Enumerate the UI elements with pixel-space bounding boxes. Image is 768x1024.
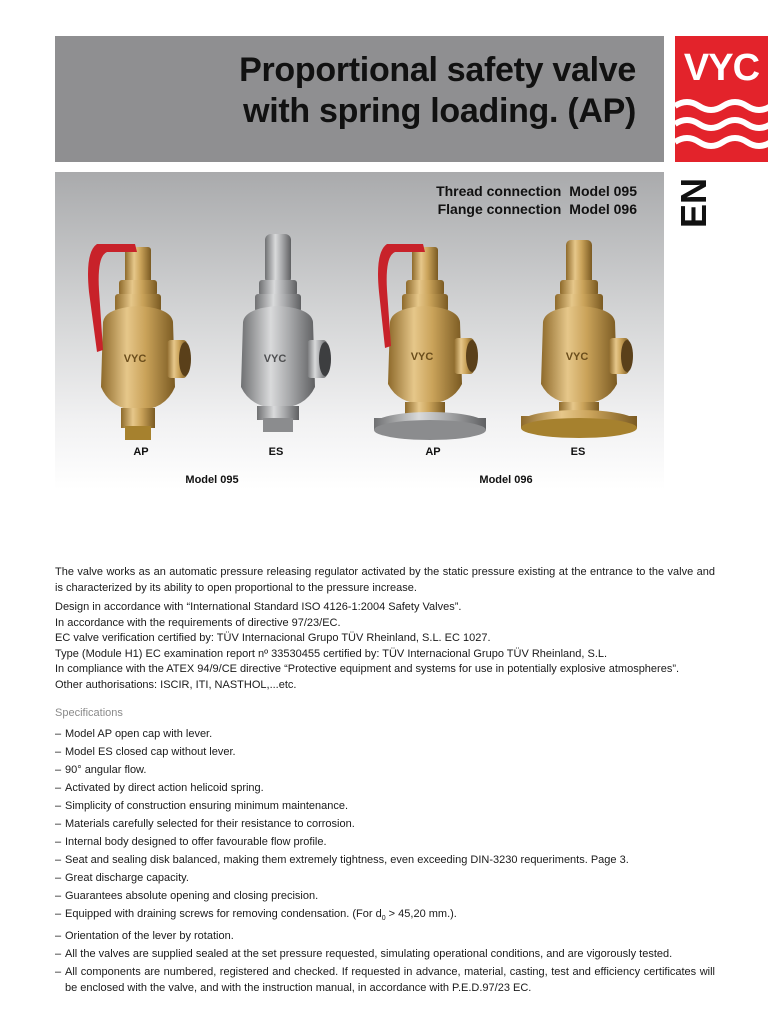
drain-text-end: > 45,20 mm.).	[385, 908, 457, 920]
intro-line: EC valve verification certified by: TÜV Internacional Grupo TÜV Rheinland, S.L. EC 1027.	[55, 632, 491, 644]
title-line-1: Proportional safety valve	[239, 51, 636, 89]
valve-3-marking: VYC	[410, 351, 434, 363]
valve-4-marking: VYC	[565, 351, 589, 363]
list-item: – Great discharge capacity.	[55, 871, 715, 887]
caption-es-096: ES	[570, 446, 586, 458]
connection-thread	[436, 182, 637, 200]
intro-line: In compliance with the ATEX 94/9/CE directive “Protective equipment and systems for use in potentially explosive atmospheres”.	[55, 663, 680, 675]
connection-label: Thread connection	[436, 183, 562, 199]
caption-ap-096: AP	[425, 446, 441, 458]
caption-es-095: ES	[268, 446, 284, 458]
product-image-panel	[55, 172, 664, 490]
caption-ap-095: AP	[133, 446, 149, 458]
valve-2-marking: VYC	[263, 353, 287, 365]
valve-es-095	[241, 234, 331, 432]
list-item: – Seat and sealing disk balanced, making them extremely tightness, even exceeding DIN-3230 requeriments. Page 3.	[55, 853, 715, 869]
page-title	[239, 50, 636, 132]
drain-text: Equipped with draining screws for removing condensation. (For d	[65, 908, 382, 920]
connection-model: Model 096	[569, 201, 637, 217]
list-item-draining	[55, 907, 715, 927]
intro-line: Other authorisations: ISCIR, ITI, NASTHOL,...etc.	[55, 678, 297, 691]
valve-es-096	[521, 240, 637, 438]
connection-model: Model 095	[569, 183, 637, 199]
intro-paragraph: The valve works as an automatic pressure releasing regulator activated by the static pressure existing at the entrance to the valve and is characterized by its ability to open proportional to the pressure increase.	[55, 566, 715, 594]
group-caption-096: Model 096	[479, 474, 533, 486]
intro-line: Design in accordance with “International Standard ISO 4126-1:2004 Safety Valves”.	[55, 601, 462, 613]
connection-list	[436, 182, 637, 218]
list-item: – All components are numbered, registered and checked. If requested in advance, material, casting, test and efficiency certificates will be enclosed with the valve, and with the instruction manual, in accordance with P.E.D.97/23 EC.	[55, 965, 715, 996]
list-item: – Materials carefully selected for their resistance to corrosion.	[55, 817, 715, 833]
logo-text: VYC	[683, 47, 760, 89]
list-item: – Internal body designed to offer favourable flow profile.	[55, 835, 715, 851]
specifications-heading: Specifications	[55, 707, 123, 719]
intro-text	[55, 565, 715, 693]
language-label: EN	[673, 177, 714, 228]
intro-line: Type (Module H1) EC examination report nº 33530455 certified by: TÜV Internacional Grupo TÜV Rheinland, S.L.	[55, 647, 608, 660]
valve-1-marking: VYC	[123, 353, 147, 365]
list-item: – All the valves are supplied sealed at the set pressure requested, simulating operational conditions, and are vigorously tested.	[55, 947, 715, 963]
intro-line: In accordance with the requirements of directive 97/23/EC.	[55, 616, 341, 629]
list-item: – 90° angular flow.	[55, 763, 715, 779]
connection-flange	[436, 200, 637, 218]
connection-label: Flange connection	[437, 201, 562, 217]
list-item: – Guarantees absolute opening and closing precision.	[55, 889, 715, 905]
title-band	[55, 36, 664, 162]
valve-ap-095	[88, 244, 191, 440]
list-item: – Orientation of the lever by rotation.	[55, 929, 715, 945]
title-line-2: with spring loading. (AP)	[243, 92, 636, 130]
valve-ap-096	[374, 244, 486, 440]
specifications-list	[55, 727, 715, 999]
list-item: – Model ES closed cap without lever.	[55, 745, 715, 761]
valves-illustration	[55, 172, 664, 490]
list-item: – Model AP open cap with lever.	[55, 727, 715, 743]
list-item: – Activated by direct action helicoid spring.	[55, 781, 715, 797]
drain-subscript: 0	[381, 915, 386, 923]
language-mark	[672, 168, 714, 230]
vyc-logo	[675, 36, 768, 162]
group-caption-095: Model 095	[185, 474, 239, 486]
list-item: – Simplicity of construction ensuring minimum maintenance.	[55, 799, 715, 815]
